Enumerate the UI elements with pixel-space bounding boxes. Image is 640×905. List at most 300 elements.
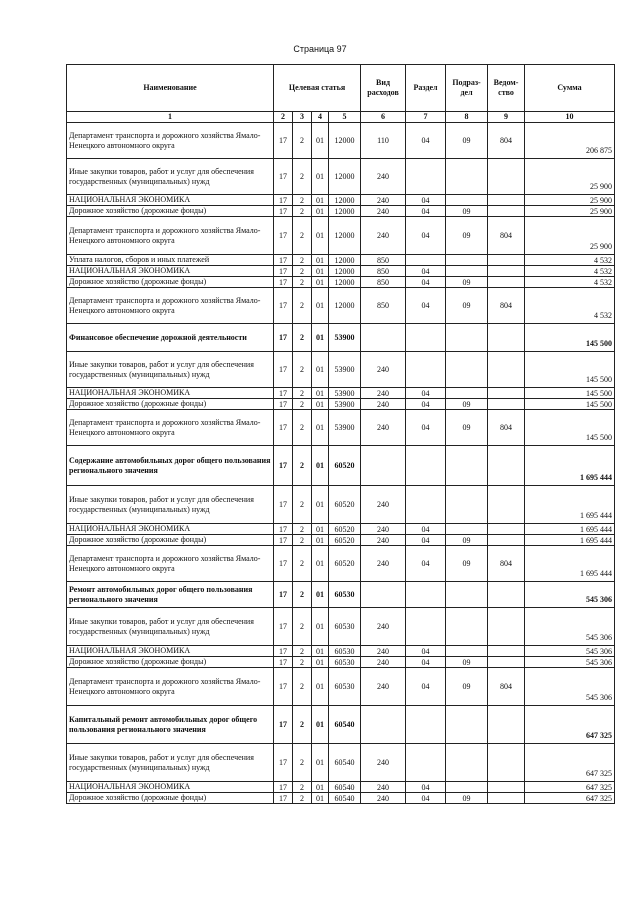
subsection — [446, 582, 488, 608]
target-code-5: 60520 — [329, 524, 361, 535]
section: 04 — [406, 793, 446, 804]
target-code-2: 17 — [274, 217, 293, 255]
expense-type: 850 — [361, 277, 406, 288]
amount: 545 306 — [525, 646, 615, 657]
table-row — [67, 668, 615, 706]
target-code-4: 01 — [312, 668, 329, 706]
target-code-5: 60530 — [329, 657, 361, 668]
target-code-4: 01 — [312, 324, 329, 352]
row-name: Департамент транспорта и дорожного хозяйства Ямало-Ненецкого автономного округа — [67, 217, 274, 255]
header-vid: Вид расходов — [361, 65, 406, 112]
row-name: Содержание автомобильных дорог общего пользования регионального значения — [67, 446, 274, 486]
target-code-2: 17 — [274, 324, 293, 352]
table-row — [67, 706, 615, 744]
target-code-5: 60540 — [329, 782, 361, 793]
target-code-3: 2 — [293, 706, 312, 744]
department-code: 804 — [488, 288, 525, 324]
expense-type: 240 — [361, 195, 406, 206]
col-number: 9 — [488, 112, 525, 123]
expense-type: 240 — [361, 524, 406, 535]
target-code-2: 17 — [274, 410, 293, 446]
target-code-5: 12000 — [329, 277, 361, 288]
department-code — [488, 706, 525, 744]
amount: 1 695 444 — [525, 524, 615, 535]
col-number: 10 — [525, 112, 615, 123]
subsection: 09 — [446, 123, 488, 159]
amount: 25 900 — [525, 195, 615, 206]
target-code-5: 12000 — [329, 195, 361, 206]
target-code-2: 17 — [274, 546, 293, 582]
department-code — [488, 195, 525, 206]
target-code-3: 2 — [293, 206, 312, 217]
target-code-2: 17 — [274, 388, 293, 399]
target-code-3: 2 — [293, 123, 312, 159]
section: 04 — [406, 782, 446, 793]
row-name: Дорожное хозяйство (дорожные фонды) — [67, 535, 274, 546]
target-code-3: 2 — [293, 255, 312, 266]
row-name: Департамент транспорта и дорожного хозяйства Ямало-Ненецкого автономного округа — [67, 668, 274, 706]
table-row — [67, 535, 615, 546]
expense-type: 240 — [361, 657, 406, 668]
department-code — [488, 159, 525, 195]
target-code-2: 17 — [274, 657, 293, 668]
target-code-4: 01 — [312, 123, 329, 159]
header-podrazdel: Подраз-дел — [446, 65, 488, 112]
target-code-4: 01 — [312, 410, 329, 446]
table-row — [67, 744, 615, 782]
table-row — [67, 608, 615, 646]
header-razdel: Раздел — [406, 65, 446, 112]
col-number: 7 — [406, 112, 446, 123]
expense-type — [361, 582, 406, 608]
row-name: Иные закупки товаров, работ и услуг для обеспечения государственных (муниципальных) нужд — [67, 159, 274, 195]
target-code-5: 60520 — [329, 535, 361, 546]
subsection — [446, 266, 488, 277]
target-code-3: 2 — [293, 782, 312, 793]
target-code-3: 2 — [293, 399, 312, 410]
table-row — [67, 195, 615, 206]
target-code-2: 17 — [274, 668, 293, 706]
target-code-4: 01 — [312, 446, 329, 486]
row-name: Дорожное хозяйство (дорожные фонды) — [67, 206, 274, 217]
row-name: НАЦИОНАЛЬНАЯ ЭКОНОМИКА — [67, 782, 274, 793]
target-code-2: 17 — [274, 159, 293, 195]
amount: 25 900 — [525, 159, 615, 195]
table-row — [67, 399, 615, 410]
section: 04 — [406, 206, 446, 217]
department-code: 804 — [488, 217, 525, 255]
col-number: 5 — [329, 112, 361, 123]
target-code-2: 17 — [274, 123, 293, 159]
row-name: НАЦИОНАЛЬНАЯ ЭКОНОМИКА — [67, 524, 274, 535]
target-code-4: 01 — [312, 782, 329, 793]
expense-type: 240 — [361, 535, 406, 546]
target-code-4: 01 — [312, 266, 329, 277]
target-code-5: 60520 — [329, 546, 361, 582]
table-row — [67, 524, 615, 535]
section — [406, 255, 446, 266]
department-code — [488, 266, 525, 277]
department-code — [488, 352, 525, 388]
section: 04 — [406, 195, 446, 206]
amount: 647 325 — [525, 744, 615, 782]
target-code-4: 01 — [312, 288, 329, 324]
row-name: Капитальный ремонт автомобильных дорог общего пользования регионального значения — [67, 706, 274, 744]
amount: 647 325 — [525, 782, 615, 793]
section: 04 — [406, 546, 446, 582]
expense-type: 240 — [361, 608, 406, 646]
target-code-5: 12000 — [329, 255, 361, 266]
subsection — [446, 646, 488, 657]
department-code — [488, 255, 525, 266]
target-code-4: 01 — [312, 582, 329, 608]
subsection: 09 — [446, 410, 488, 446]
subsection — [446, 388, 488, 399]
target-code-3: 2 — [293, 446, 312, 486]
table-row — [67, 266, 615, 277]
expense-type — [361, 324, 406, 352]
department-code: 804 — [488, 546, 525, 582]
page-label: Страница 97 — [293, 44, 347, 54]
target-code-4: 01 — [312, 744, 329, 782]
target-code-4: 01 — [312, 793, 329, 804]
col-number: 1 — [67, 112, 274, 123]
subsection: 09 — [446, 206, 488, 217]
target-code-3: 2 — [293, 668, 312, 706]
amount: 4 532 — [525, 266, 615, 277]
target-code-2: 17 — [274, 486, 293, 524]
header-name: Наименование — [67, 65, 274, 112]
table-row — [67, 352, 615, 388]
department-code — [488, 446, 525, 486]
subsection: 09 — [446, 288, 488, 324]
department-code — [488, 646, 525, 657]
expense-type: 850 — [361, 255, 406, 266]
expense-type: 240 — [361, 206, 406, 217]
department-code — [488, 793, 525, 804]
section — [406, 324, 446, 352]
subsection — [446, 255, 488, 266]
row-name: Департамент транспорта и дорожного хозяйства Ямало-Ненецкого автономного округа — [67, 123, 274, 159]
target-code-4: 01 — [312, 546, 329, 582]
department-code — [488, 582, 525, 608]
target-code-5: 60520 — [329, 486, 361, 524]
col-number: 2 — [274, 112, 293, 123]
target-code-2: 17 — [274, 782, 293, 793]
target-code-3: 2 — [293, 546, 312, 582]
department-code — [488, 388, 525, 399]
target-code-2: 17 — [274, 255, 293, 266]
expense-type — [361, 446, 406, 486]
table-row — [67, 582, 615, 608]
target-code-5: 60530 — [329, 582, 361, 608]
target-code-3: 2 — [293, 217, 312, 255]
target-code-3: 2 — [293, 657, 312, 668]
target-code-2: 17 — [274, 582, 293, 608]
header-vedomstvo: Ведом-ство — [488, 65, 525, 112]
section: 04 — [406, 646, 446, 657]
amount: 1 695 444 — [525, 486, 615, 524]
row-name: НАЦИОНАЛЬНАЯ ЭКОНОМИКА — [67, 388, 274, 399]
target-code-5: 12000 — [329, 288, 361, 324]
subsection — [446, 486, 488, 524]
target-code-5: 53900 — [329, 388, 361, 399]
department-code — [488, 524, 525, 535]
target-code-3: 2 — [293, 410, 312, 446]
expense-type: 240 — [361, 399, 406, 410]
target-code-2: 17 — [274, 206, 293, 217]
subsection — [446, 446, 488, 486]
target-code-4: 01 — [312, 388, 329, 399]
expense-type: 240 — [361, 217, 406, 255]
department-code — [488, 206, 525, 217]
section: 04 — [406, 399, 446, 410]
target-code-4: 01 — [312, 535, 329, 546]
target-code-3: 2 — [293, 277, 312, 288]
target-code-2: 17 — [274, 446, 293, 486]
department-code: 804 — [488, 668, 525, 706]
target-code-5: 60520 — [329, 446, 361, 486]
department-code — [488, 277, 525, 288]
target-code-5: 12000 — [329, 159, 361, 195]
section: 04 — [406, 668, 446, 706]
row-name: Дорожное хозяйство (дорожные фонды) — [67, 277, 274, 288]
target-code-4: 01 — [312, 217, 329, 255]
target-code-3: 2 — [293, 582, 312, 608]
row-name: Иные закупки товаров, работ и услуг для обеспечения государственных (муниципальных) нужд — [67, 608, 274, 646]
col-number: 6 — [361, 112, 406, 123]
expense-type: 240 — [361, 410, 406, 446]
section — [406, 706, 446, 744]
target-code-2: 17 — [274, 744, 293, 782]
expense-type: 850 — [361, 266, 406, 277]
row-name: Дорожное хозяйство (дорожные фонды) — [67, 399, 274, 410]
subsection — [446, 159, 488, 195]
amount: 545 306 — [525, 582, 615, 608]
amount: 4 532 — [525, 288, 615, 324]
target-code-3: 2 — [293, 352, 312, 388]
target-code-3: 2 — [293, 608, 312, 646]
section — [406, 486, 446, 524]
target-code-3: 2 — [293, 288, 312, 324]
department-code — [488, 399, 525, 410]
target-code-5: 53900 — [329, 352, 361, 388]
target-code-3: 2 — [293, 324, 312, 352]
target-code-4: 01 — [312, 255, 329, 266]
amount: 1 695 444 — [525, 446, 615, 486]
target-code-5: 12000 — [329, 123, 361, 159]
amount: 145 500 — [525, 399, 615, 410]
subsection — [446, 706, 488, 744]
row-name: НАЦИОНАЛЬНАЯ ЭКОНОМИКА — [67, 195, 274, 206]
header-target: Целевая статья — [274, 65, 361, 112]
row-name: НАЦИОНАЛЬНАЯ ЭКОНОМИКА — [67, 266, 274, 277]
section: 04 — [406, 410, 446, 446]
target-code-4: 01 — [312, 352, 329, 388]
subsection: 09 — [446, 217, 488, 255]
subsection: 09 — [446, 277, 488, 288]
table-row — [67, 793, 615, 804]
table-row — [67, 277, 615, 288]
table-row — [67, 646, 615, 657]
subsection: 09 — [446, 546, 488, 582]
section: 04 — [406, 657, 446, 668]
amount: 145 500 — [525, 388, 615, 399]
expense-type: 240 — [361, 352, 406, 388]
target-code-4: 01 — [312, 159, 329, 195]
expense-type: 240 — [361, 486, 406, 524]
table-row — [67, 288, 615, 324]
target-code-5: 60540 — [329, 744, 361, 782]
row-name: Дорожное хозяйство (дорожные фонды) — [67, 793, 274, 804]
table-row — [67, 546, 615, 582]
section: 04 — [406, 217, 446, 255]
subsection — [446, 744, 488, 782]
section: 04 — [406, 524, 446, 535]
table-row — [67, 206, 615, 217]
target-code-5: 60530 — [329, 668, 361, 706]
target-code-4: 01 — [312, 608, 329, 646]
subsection: 09 — [446, 668, 488, 706]
row-name: Дорожное хозяйство (дорожные фонды) — [67, 657, 274, 668]
table-row — [67, 217, 615, 255]
target-code-4: 01 — [312, 195, 329, 206]
expense-type: 240 — [361, 793, 406, 804]
amount: 25 900 — [525, 217, 615, 255]
target-code-2: 17 — [274, 195, 293, 206]
subsection: 09 — [446, 535, 488, 546]
expense-type: 240 — [361, 159, 406, 195]
amount: 4 532 — [525, 255, 615, 266]
target-code-3: 2 — [293, 744, 312, 782]
table-row — [67, 782, 615, 793]
department-code — [488, 657, 525, 668]
target-code-3: 2 — [293, 646, 312, 657]
section — [406, 446, 446, 486]
target-code-2: 17 — [274, 288, 293, 324]
table-row — [67, 410, 615, 446]
col-number: 8 — [446, 112, 488, 123]
target-code-2: 17 — [274, 793, 293, 804]
expense-type: 110 — [361, 123, 406, 159]
target-code-2: 17 — [274, 352, 293, 388]
amount: 545 306 — [525, 608, 615, 646]
target-code-3: 2 — [293, 195, 312, 206]
target-code-3: 2 — [293, 388, 312, 399]
subsection — [446, 324, 488, 352]
row-name: Департамент транспорта и дорожного хозяйства Ямало-Ненецкого автономного округа — [67, 410, 274, 446]
col-number: 4 — [312, 112, 329, 123]
budget-table — [66, 64, 615, 804]
expense-type: 240 — [361, 744, 406, 782]
target-code-2: 17 — [274, 524, 293, 535]
subsection: 09 — [446, 657, 488, 668]
target-code-2: 17 — [274, 646, 293, 657]
subsection — [446, 195, 488, 206]
department-code — [488, 486, 525, 524]
expense-type: 240 — [361, 388, 406, 399]
row-name: Иные закупки товаров, работ и услуг для обеспечения государственных (муниципальных) нужд — [67, 352, 274, 388]
subsection — [446, 524, 488, 535]
table-row — [67, 388, 615, 399]
amount: 1 695 444 — [525, 546, 615, 582]
header-row — [67, 65, 615, 112]
target-code-4: 01 — [312, 399, 329, 410]
col-number: 3 — [293, 112, 312, 123]
row-name: Департамент транспорта и дорожного хозяйства Ямало-Ненецкого автономного округа — [67, 288, 274, 324]
target-code-5: 60540 — [329, 706, 361, 744]
target-code-4: 01 — [312, 524, 329, 535]
header-summa: Сумма — [525, 65, 615, 112]
row-name: Уплата налогов, сборов и иных платежей — [67, 255, 274, 266]
amount: 145 500 — [525, 352, 615, 388]
target-code-4: 01 — [312, 206, 329, 217]
amount: 145 500 — [525, 324, 615, 352]
department-code — [488, 608, 525, 646]
column-number-row — [67, 112, 615, 123]
row-name: НАЦИОНАЛЬНАЯ ЭКОНОМИКА — [67, 646, 274, 657]
amount: 647 325 — [525, 706, 615, 744]
amount: 545 306 — [525, 668, 615, 706]
expense-type: 240 — [361, 546, 406, 582]
target-code-5: 60530 — [329, 608, 361, 646]
department-code — [488, 782, 525, 793]
target-code-2: 17 — [274, 266, 293, 277]
table-row — [67, 486, 615, 524]
target-code-5: 60530 — [329, 646, 361, 657]
expense-type: 240 — [361, 668, 406, 706]
target-code-4: 01 — [312, 646, 329, 657]
section: 04 — [406, 266, 446, 277]
target-code-4: 01 — [312, 657, 329, 668]
row-name: Ремонт автомобильных дорог общего пользования регионального значения — [67, 582, 274, 608]
target-code-4: 01 — [312, 277, 329, 288]
department-code: 804 — [488, 123, 525, 159]
target-code-3: 2 — [293, 793, 312, 804]
target-code-5: 12000 — [329, 217, 361, 255]
expense-type — [361, 706, 406, 744]
table-row — [67, 159, 615, 195]
subsection: 09 — [446, 399, 488, 410]
section — [406, 352, 446, 388]
target-code-5: 53900 — [329, 399, 361, 410]
department-code — [488, 324, 525, 352]
subsection: 09 — [446, 793, 488, 804]
section: 04 — [406, 277, 446, 288]
subsection — [446, 352, 488, 388]
row-name: Иные закупки товаров, работ и услуг для обеспечения государственных (муниципальных) нужд — [67, 744, 274, 782]
target-code-4: 01 — [312, 706, 329, 744]
target-code-5: 53900 — [329, 410, 361, 446]
amount: 1 695 444 — [525, 535, 615, 546]
expense-type: 240 — [361, 646, 406, 657]
amount: 4 532 — [525, 277, 615, 288]
section: 04 — [406, 535, 446, 546]
row-name: Иные закупки товаров, работ и услуг для обеспечения государственных (муниципальных) нужд — [67, 486, 274, 524]
target-code-2: 17 — [274, 399, 293, 410]
amount: 25 900 — [525, 206, 615, 217]
row-name: Департамент транспорта и дорожного хозяйства Ямало-Ненецкого автономного округа — [67, 546, 274, 582]
amount: 647 325 — [525, 793, 615, 804]
target-code-3: 2 — [293, 535, 312, 546]
target-code-5: 53900 — [329, 324, 361, 352]
expense-type: 240 — [361, 782, 406, 793]
table-row — [67, 255, 615, 266]
table-row — [67, 324, 615, 352]
target-code-2: 17 — [274, 608, 293, 646]
target-code-2: 17 — [274, 535, 293, 546]
section: 04 — [406, 288, 446, 324]
